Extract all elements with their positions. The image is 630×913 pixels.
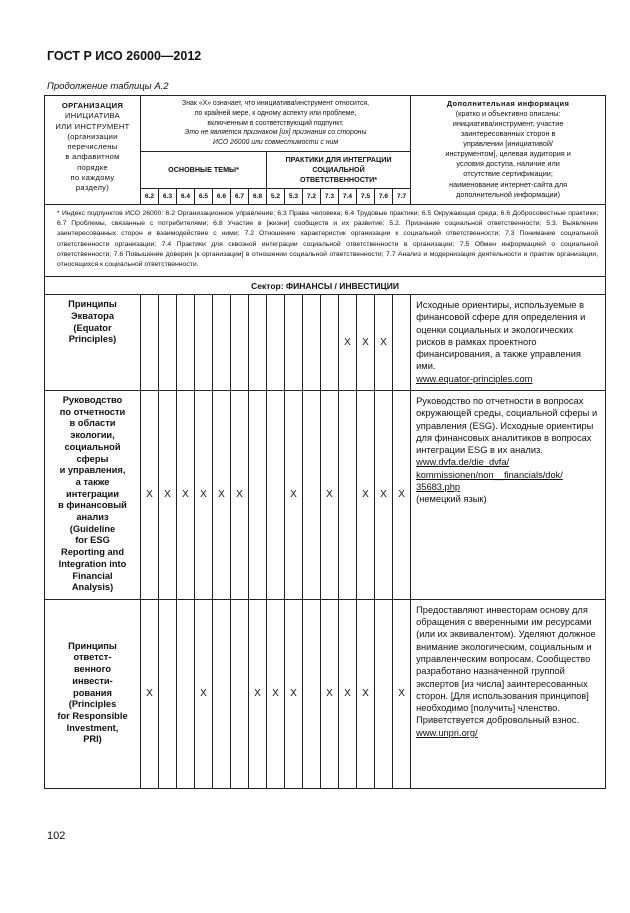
org-name-line: Принципы	[68, 640, 117, 651]
mark-cell: X	[231, 390, 249, 599]
page-number: 102	[47, 830, 66, 842]
org-name-line: (Guideline	[69, 523, 116, 534]
org-name-line: for ESG	[75, 535, 110, 546]
org-name-line: социальной	[64, 441, 121, 452]
note-line: включенным в соответствующий подпункт.	[207, 119, 344, 127]
clause-number-header: 6.6	[213, 189, 231, 205]
website-link[interactable]: www.unpri.org/	[416, 727, 478, 738]
mark-cell: X	[213, 390, 231, 599]
note-line: ИСО 26000 или совместимости с ним	[213, 139, 339, 147]
mark-cell	[267, 295, 285, 391]
clause-number-header: 7.5	[357, 189, 375, 205]
mark-cell: X	[141, 390, 159, 599]
org-name-line: Investment,	[66, 722, 119, 733]
mark-cell: X	[375, 295, 393, 391]
organization-name	[45, 599, 141, 788]
clause-index-legend: * Индекс подпунктов ИСО 26000: 6.2 Организационное управление; 6.3 Права человека; 6.4 Трудовые практики; 6.5 Окружающая среда; 6.6 Добросовестные практики; 6.7 Проблемы, связанные с потребителями; 6.8 Участие в [жизни] сообществ и их развитие; 5.2. Признание социальной ответственности; 5.3. Выявление заинтересованных сторон и взаимодействие с ними; 7.2 Отношение характеристик организации к социальной ответственности; 7.3 Понимание социальной ответственности организации; 7.4 Практики для сквозной интеграции социальной ответственности в организации; 7.5 Обмен информацией о социальной ответственности; 7.6 Повышение доверия [к организации] в отношении социальной ответственности; 7.7 Анализ и модернизация деятельности и практик организации, относящихся к социальной ответственности.	[45, 205, 606, 277]
info-text: Исходные ориентиры, используемые в финансовой сфере для определения и оценки социальных и экологических рисков в рамках проектного финансирования, а также управления ими.	[416, 300, 586, 372]
mark-cell: X	[249, 599, 267, 788]
additional-info-line: отсутствие сертификации;	[463, 169, 553, 179]
mark-cell	[267, 390, 285, 599]
clause-number-header: 6.8	[249, 189, 267, 205]
clause-number-header: 6.4	[177, 189, 195, 205]
mark-cell	[303, 390, 321, 599]
mark-cell	[177, 599, 195, 788]
note-line: Это не является признаком [их] признания со стороны	[184, 129, 367, 137]
additional-info-line: (кратко и объективно описаны:	[455, 109, 561, 119]
clause-number-header: 6.5	[195, 189, 213, 205]
mark-cell	[159, 599, 177, 788]
additional-info-cell	[411, 599, 606, 788]
mark-cell: X	[285, 599, 303, 788]
info-language-note: (немецкий язык)	[416, 494, 487, 505]
additional-info-line: инструментом], целевая аудитория и	[445, 149, 571, 159]
clause-number-header: 5.3	[285, 189, 303, 205]
organization-name	[45, 390, 141, 599]
org-name-line: Analysis)	[71, 582, 114, 593]
mark-cell	[375, 599, 393, 788]
org-name-line: в области	[69, 418, 116, 429]
mark-cell	[303, 295, 321, 391]
mark-cell: X	[357, 390, 375, 599]
mark-cell: X	[141, 599, 159, 788]
mark-cell: X	[195, 599, 213, 788]
initiatives-table	[44, 95, 606, 789]
mark-cell	[249, 390, 267, 599]
additional-info-line: заинтересованных сторон в	[460, 129, 556, 139]
org-name-line: Руководство	[62, 394, 123, 405]
mark-cell	[141, 295, 159, 391]
document-title: ГОСТ Р ИСО 26000—2012	[47, 49, 202, 63]
additional-info-line: управлении [инициативой/	[463, 139, 553, 149]
clause-number-header: 7.4	[339, 189, 357, 205]
mark-explanation-note	[141, 96, 411, 152]
info-text: Руководство по отчетности в вопросах окружающей среды, социальной сферы и управления (ESG). Исходные ориентиры для финансовых аналитиков в вопросах интеграции ESG в их анализ.	[416, 395, 598, 456]
website-link[interactable]: www.dvfa.de/die_dvfa/	[416, 457, 510, 468]
website-link[interactable]: 35683.php	[416, 481, 461, 492]
mark-cell	[339, 390, 357, 599]
org-name-line: Financial	[72, 570, 113, 581]
mark-cell	[321, 295, 339, 391]
clause-number-header: 6.7	[231, 189, 249, 205]
additional-info-header	[411, 96, 606, 205]
org-name-line: for Responsible	[57, 710, 128, 721]
mark-cell	[231, 295, 249, 391]
org-name-line: а также	[75, 476, 110, 487]
additional-info-cell	[411, 390, 606, 599]
additional-info-line: инициатива/инструмент, участие	[452, 119, 564, 129]
org-name-line: сферы	[76, 453, 109, 464]
org-name-line: ответст-	[73, 652, 112, 663]
org-header-note: перечислены	[67, 142, 118, 151]
mark-cell: X	[321, 599, 339, 788]
additional-info-line: дополнительной информации)	[456, 189, 561, 199]
mark-cell	[213, 599, 231, 788]
org-name-line: Экватора	[71, 310, 114, 321]
mark-cell	[177, 295, 195, 391]
mark-cell	[195, 295, 213, 391]
additional-info-cell	[411, 295, 606, 391]
org-name-line: и управления,	[59, 465, 126, 476]
org-name-line: анализ	[76, 512, 109, 523]
org-name-line: (Principles	[68, 699, 117, 710]
practices-header-line: ПРАКТИКИ ДЛЯ ИНТЕГРАЦИИ	[285, 155, 392, 165]
org-header-note: в алфавитном	[65, 152, 120, 162]
note-line: по крайней мере, к одному аспекту или проблеме,	[194, 109, 357, 117]
clause-number-header: 7.7	[393, 189, 411, 205]
note-line: Знак «X» означает, что инициатива/инструмент относится,	[182, 100, 370, 107]
org-name-line: инвести-	[72, 675, 113, 686]
org-header-note: (организации	[67, 131, 118, 141]
mark-cell: X	[285, 390, 303, 599]
mark-cell: X	[321, 390, 339, 599]
org-header-line: ОРГАНИЗАЦИЯ	[61, 101, 124, 110]
org-header-line: ИЛИ ИНСТРУМЕНТ	[55, 121, 130, 131]
practices-header-line: СОЦИАЛЬНОЙ	[312, 165, 365, 175]
clause-number-header: 7.6	[375, 189, 393, 205]
org-name-line: Principles)	[68, 334, 117, 345]
additional-info-line: наименование интернет-сайта для	[449, 179, 568, 189]
org-name-line: (Equator	[73, 322, 112, 333]
mark-cell: X	[375, 390, 393, 599]
mark-cell: X	[339, 599, 357, 788]
mark-cell	[303, 599, 321, 788]
website-link[interactable]: www.equator-principles.com	[416, 373, 533, 384]
info-text: Предоставляют инвесторам основу для обращения с вверенными им ресурсами (или их эквивалентом). Уделяют должное внимание экологическим, социальным и управленческим вопросам. Сообщество разработано назначенной группой экспертов [из числа] заинтересованных сторон. [Для использования принципов] необходимо [получить] членство. Приветствуется добровольный взнос.	[416, 604, 596, 726]
mark-cell: X	[177, 390, 195, 599]
clause-number-header: 7.3	[321, 189, 339, 205]
website-link[interactable]: kommissionen/non__financials/dok/	[416, 469, 563, 480]
mark-cell	[393, 295, 411, 391]
org-name-line: рования	[73, 687, 112, 698]
mark-cell: X	[267, 599, 285, 788]
org-name-line: Reporting and	[60, 547, 124, 558]
org-name-line: Integration into	[58, 558, 127, 569]
mark-cell: X	[393, 599, 411, 788]
org-header-note: по каждому	[70, 172, 115, 182]
org-header-line: ИНИЦИАТИВА	[65, 111, 120, 121]
mark-cell: X	[195, 390, 213, 599]
additional-info-title: Дополнительная информация	[446, 99, 570, 108]
mark-cell: X	[393, 390, 411, 599]
additional-info-line: условия доступа, наличие или	[456, 159, 560, 169]
org-name-line: PRI)	[83, 734, 102, 745]
clause-number-header: 6.2	[141, 189, 159, 205]
practices-header-line: ОТВЕТСТВЕННОСТИ*	[300, 174, 378, 184]
table-continuation-caption: Продолжение таблицы А.2	[47, 81, 169, 92]
organization-name	[45, 295, 141, 391]
org-name-line: в финансовый	[58, 500, 127, 511]
mark-cell: X	[159, 390, 177, 599]
mark-cell: X	[357, 295, 375, 391]
sector-heading: Сектор: ФИНАНСЫ / ИНВЕСТИЦИИ	[45, 277, 606, 295]
org-name-line: по отчетности	[59, 406, 126, 417]
org-column-header	[45, 96, 141, 205]
clause-number-header: 7.2	[303, 189, 321, 205]
mark-cell: X	[357, 599, 375, 788]
mark-cell	[249, 295, 267, 391]
org-name-line: Принципы	[68, 299, 117, 310]
clause-number-header: 6.3	[159, 189, 177, 205]
org-name-line: венного	[73, 664, 112, 675]
mark-cell	[159, 295, 177, 391]
mark-cell	[285, 295, 303, 391]
org-name-line: экологии,	[70, 430, 115, 441]
mark-cell	[231, 599, 249, 788]
mark-cell: X	[339, 295, 357, 391]
org-header-note: порядке	[77, 162, 108, 172]
core-subjects-group-header: ОСНОВНЫЕ ТЕМЫ*	[141, 152, 267, 189]
integration-practices-group-header	[267, 152, 411, 189]
org-header-note: разделу)	[75, 183, 110, 192]
org-name-line: интеграции	[66, 488, 119, 499]
mark-cell	[213, 295, 231, 391]
clause-number-header: 5.2	[267, 189, 285, 205]
